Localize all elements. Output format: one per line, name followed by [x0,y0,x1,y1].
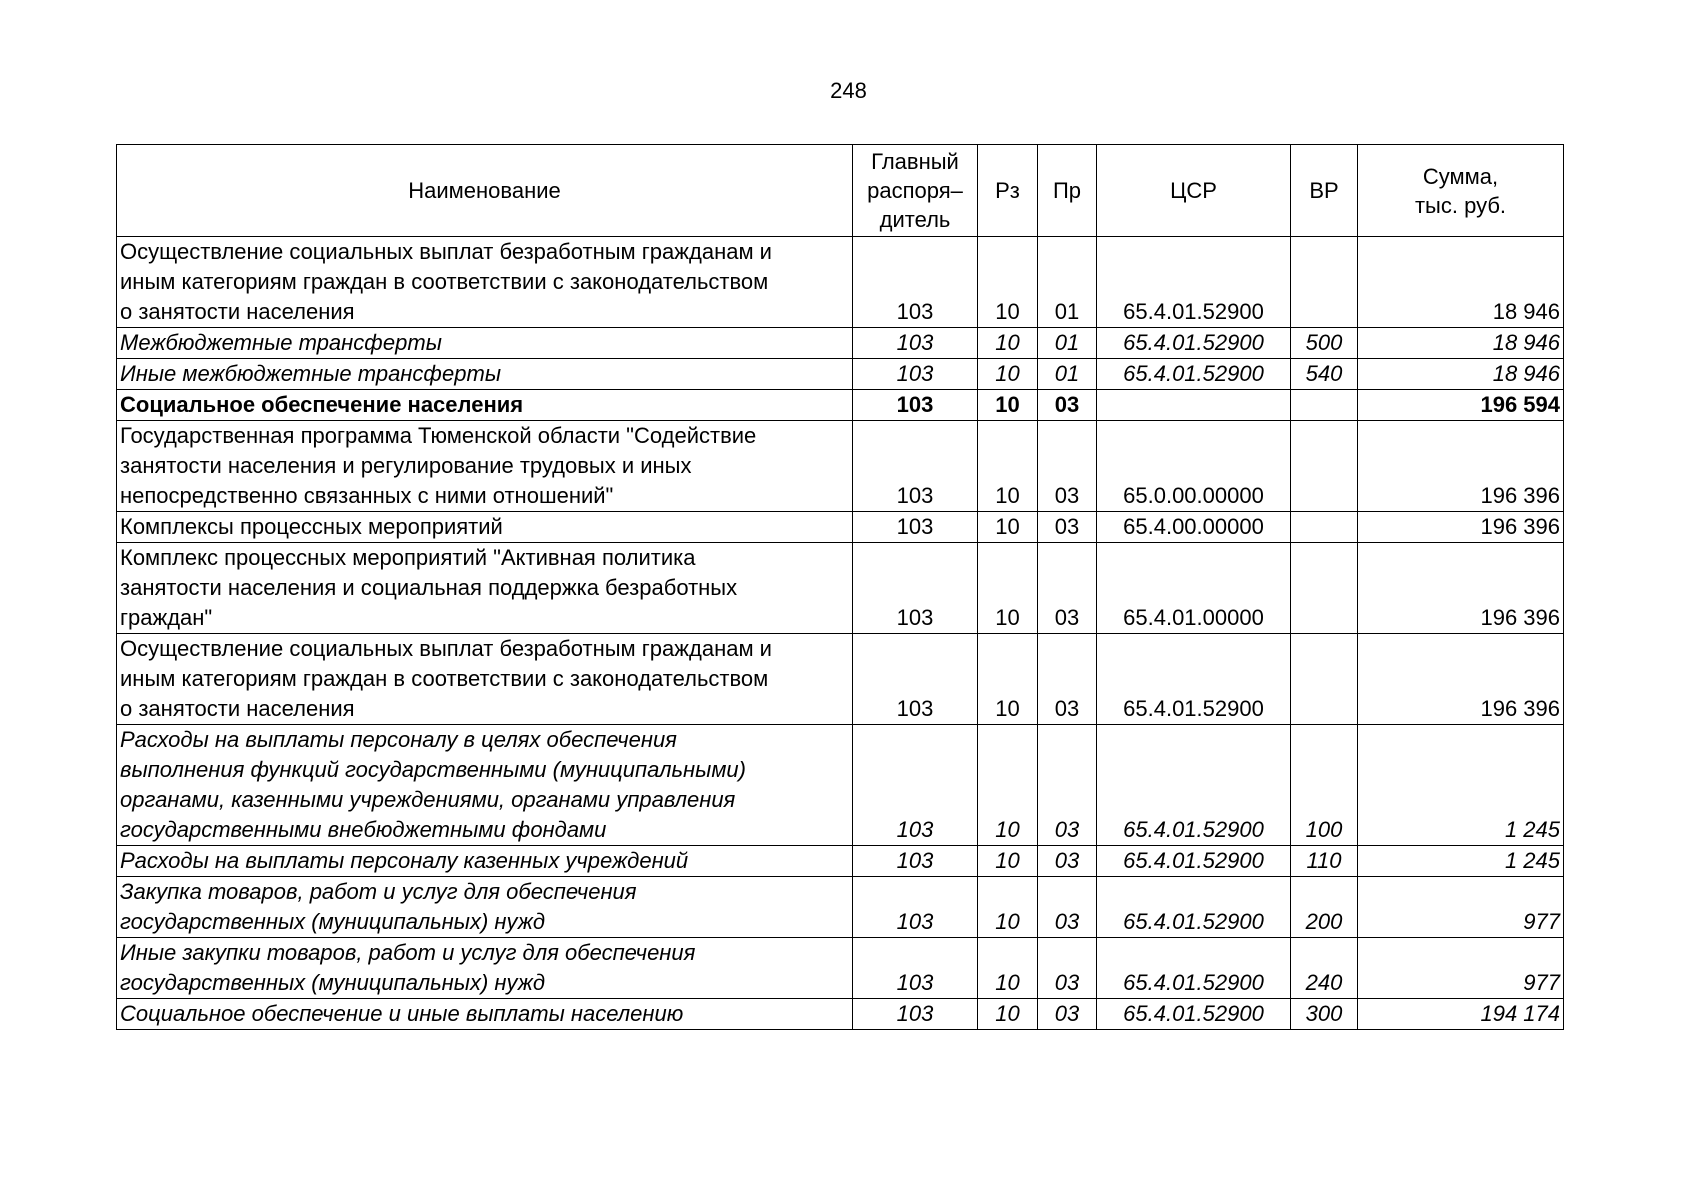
cell-main-manager: 103 [853,421,978,512]
cell-vr [1291,543,1358,634]
cell-sum: 18 946 [1358,359,1564,390]
table-body [117,237,1564,1030]
header-rz: Рз [978,145,1038,237]
cell-pr: 03 [1038,846,1097,877]
table-row [117,390,1564,421]
cell-pr: 03 [1038,512,1097,543]
cell-pr: 03 [1038,999,1097,1030]
table-row [117,938,1564,999]
table-row [117,634,1564,725]
cell-rz: 10 [978,725,1038,846]
header-sum-line: тыс. руб. [1414,192,1507,218]
table-row [117,237,1564,328]
cell-main-manager: 103 [853,938,978,999]
cell-name-line: Социальное обеспечение населения [120,392,524,417]
cell-sum: 194 174 [1358,999,1564,1030]
cell-vr: 300 [1291,999,1358,1030]
table-row [117,999,1564,1030]
cell-name-line: Закупка товаров, работ и услуг для обеспечения [120,879,637,904]
cell-name [117,543,853,634]
cell-rz: 10 [978,846,1038,877]
table-row [117,359,1564,390]
cell-name [117,877,853,938]
budget-table [116,144,1564,1030]
header-main-manager [853,145,978,237]
cell-csr: 65.4.01.52900 [1097,237,1291,328]
cell-name [117,359,853,390]
cell-csr: 65.4.01.52900 [1097,359,1291,390]
cell-name-line: Социальное обеспечение и иные выплаты населению [120,1001,684,1026]
cell-name [117,846,853,877]
cell-main-manager: 103 [853,877,978,938]
cell-main-manager: 103 [853,328,978,359]
cell-name [117,237,853,328]
cell-pr: 03 [1038,634,1097,725]
cell-rz: 10 [978,999,1038,1030]
cell-name [117,421,853,512]
cell-name-line: выполнения функций государственными (муниципальными) [120,757,746,782]
cell-sum: 1 245 [1358,725,1564,846]
cell-vr [1291,390,1358,421]
cell-name-line: Иные межбюджетные трансферты [120,361,502,386]
table-row [117,725,1564,846]
cell-name-line: занятости населения и регулирование трудовых и иных [120,453,692,478]
table-row [117,328,1564,359]
table-row [117,846,1564,877]
table-row [117,512,1564,543]
cell-pr: 01 [1038,237,1097,328]
cell-name-line: органами, казенными учреждениями, органами управления [120,787,736,812]
cell-rz: 10 [978,237,1038,328]
cell-pr: 03 [1038,390,1097,421]
cell-name-line: о занятости населения [120,696,355,721]
cell-name [117,938,853,999]
header-main-manager-line: Главный [871,149,959,174]
cell-sum: 196 396 [1358,543,1564,634]
cell-name-line: Комплекс процессных мероприятий "Активная политика [120,545,696,570]
cell-csr: 65.0.00.00000 [1097,421,1291,512]
cell-sum: 196 594 [1358,390,1564,421]
table-row [117,421,1564,512]
header-main-manager-line: дитель [879,207,951,232]
cell-rz: 10 [978,634,1038,725]
cell-vr: 500 [1291,328,1358,359]
cell-vr: 540 [1291,359,1358,390]
cell-rz: 10 [978,328,1038,359]
cell-csr: 65.4.01.52900 [1097,999,1291,1030]
cell-pr: 03 [1038,938,1097,999]
cell-name [117,390,853,421]
cell-rz: 10 [978,512,1038,543]
cell-main-manager: 103 [853,543,978,634]
cell-vr: 100 [1291,725,1358,846]
cell-pr: 03 [1038,421,1097,512]
cell-rz: 10 [978,421,1038,512]
cell-name [117,512,853,543]
cell-name-line: иным категориям граждан в соответствии с законодательством [120,269,769,294]
cell-rz: 10 [978,938,1038,999]
cell-vr: 110 [1291,846,1358,877]
header-main-manager-line: распоря– [867,178,963,203]
cell-sum: 977 [1358,877,1564,938]
cell-vr [1291,634,1358,725]
cell-name-line: государственных (муниципальных) нужд [120,909,546,934]
cell-csr: 65.4.01.52900 [1097,634,1291,725]
cell-name-line: государственных (муниципальных) нужд [120,970,546,995]
cell-csr: 65.4.01.52900 [1097,877,1291,938]
header-vr: ВР [1291,145,1358,237]
cell-vr [1291,512,1358,543]
cell-pr: 03 [1038,877,1097,938]
cell-name-line: Комплексы процессных мероприятий [120,514,503,539]
cell-csr: 65.4.00.00000 [1097,512,1291,543]
cell-main-manager: 103 [853,390,978,421]
header-sum-line: Сумма, [1422,163,1499,189]
cell-name-line: Осуществление социальных выплат безработным гражданам и [120,239,772,264]
cell-csr: 65.4.01.00000 [1097,543,1291,634]
cell-name-line: Расходы на выплаты персоналу в целях обеспечения [120,727,677,752]
cell-name-line: Межбюджетные трансферты [120,330,442,355]
cell-name [117,999,853,1030]
cell-main-manager: 103 [853,237,978,328]
cell-name-line: непосредственно связанных с ними отношений" [120,483,614,508]
cell-pr: 03 [1038,543,1097,634]
table-header-row [117,145,1564,237]
cell-main-manager: 103 [853,359,978,390]
cell-sum: 196 396 [1358,634,1564,725]
page-number: 248 [830,78,867,103]
cell-sum: 1 245 [1358,846,1564,877]
cell-name-line: граждан" [120,605,213,630]
cell-sum: 18 946 [1358,237,1564,328]
cell-pr: 01 [1038,328,1097,359]
cell-vr: 240 [1291,938,1358,999]
cell-main-manager: 103 [853,999,978,1030]
cell-name [117,634,853,725]
cell-main-manager: 103 [853,512,978,543]
header-sum [1358,145,1564,237]
cell-name-line: Иные закупки товаров, работ и услуг для обеспечения [120,940,696,965]
cell-csr [1097,390,1291,421]
cell-vr [1291,237,1358,328]
table-row [117,877,1564,938]
cell-main-manager: 103 [853,725,978,846]
cell-vr [1291,421,1358,512]
cell-main-manager: 103 [853,846,978,877]
cell-name-line: государственными внебюджетными фондами [120,817,607,842]
cell-name-line: занятости населения и социальная поддержка безработных [120,575,738,600]
cell-sum: 196 396 [1358,512,1564,543]
cell-name-line: Государственная программа Тюменской области "Содействие [120,423,757,448]
cell-sum: 18 946 [1358,328,1564,359]
cell-name-line: Осуществление социальных выплат безработным гражданам и [120,636,772,661]
cell-rz: 10 [978,543,1038,634]
cell-csr: 65.4.01.52900 [1097,328,1291,359]
header-csr: ЦСР [1097,145,1291,237]
cell-name-line: Расходы на выплаты персоналу казенных учреждений [120,848,689,873]
cell-csr: 65.4.01.52900 [1097,938,1291,999]
cell-rz: 10 [978,877,1038,938]
cell-rz: 10 [978,390,1038,421]
cell-pr: 03 [1038,725,1097,846]
cell-vr: 200 [1291,877,1358,938]
cell-rz: 10 [978,359,1038,390]
cell-name-line: иным категориям граждан в соответствии с законодательством [120,666,769,691]
cell-csr: 65.4.01.52900 [1097,846,1291,877]
cell-sum: 196 396 [1358,421,1564,512]
cell-csr: 65.4.01.52900 [1097,725,1291,846]
header-name: Наименование [117,145,853,237]
cell-pr: 01 [1038,359,1097,390]
cell-name [117,725,853,846]
cell-name-line: о занятости населения [120,299,355,324]
cell-main-manager: 103 [853,634,978,725]
cell-name [117,328,853,359]
cell-sum: 977 [1358,938,1564,999]
table-row [117,543,1564,634]
header-pr: Пр [1038,145,1097,237]
